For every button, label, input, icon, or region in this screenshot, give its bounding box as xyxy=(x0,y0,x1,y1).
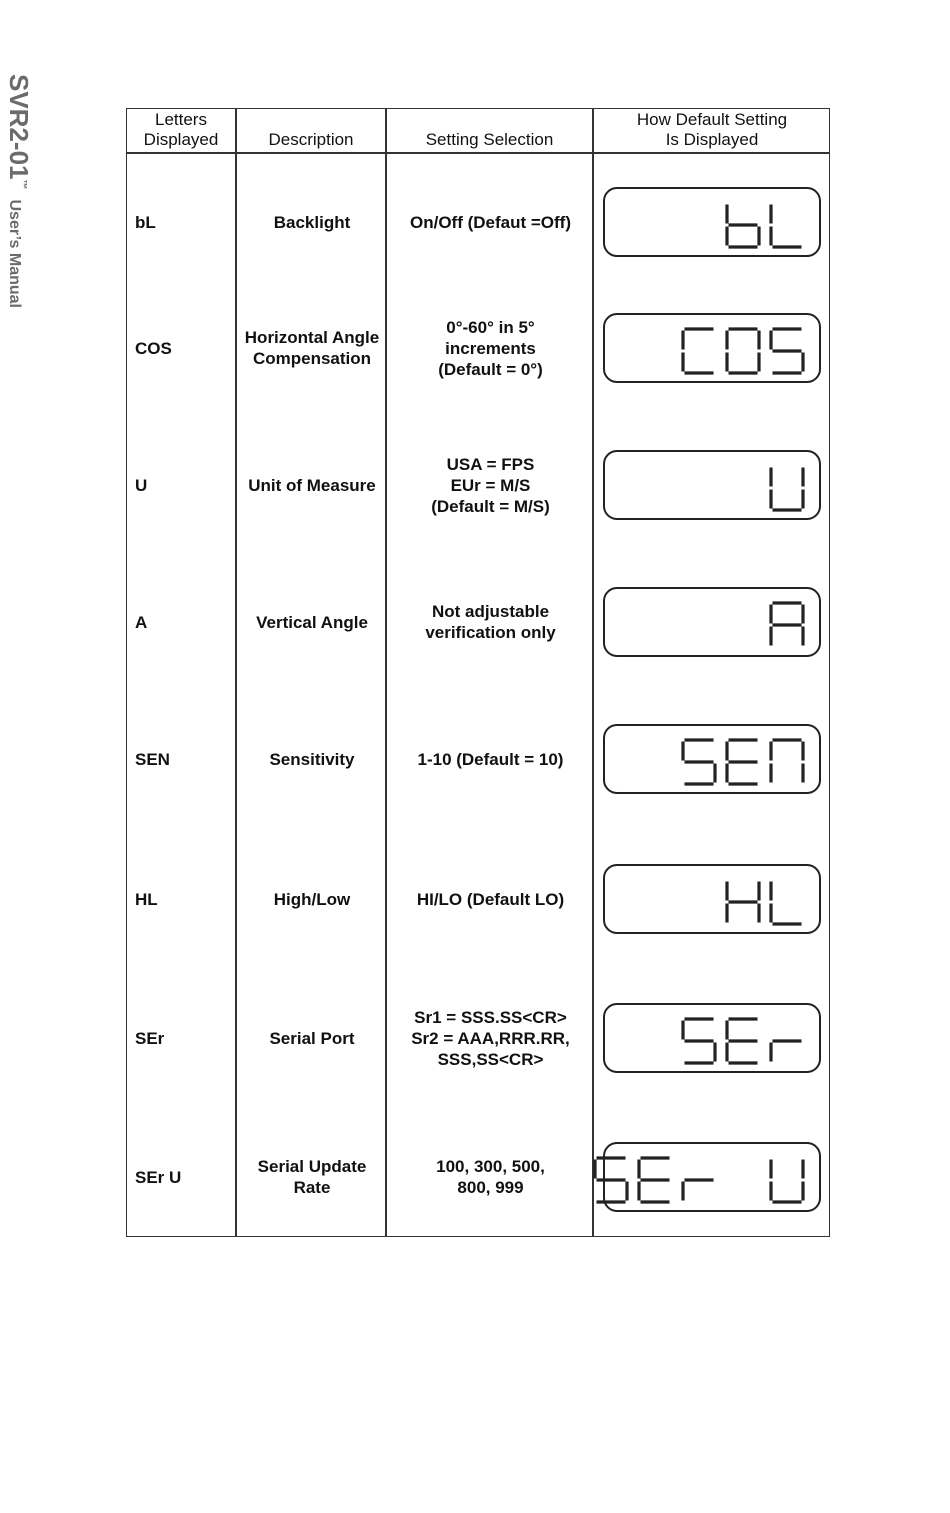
default-display-cell xyxy=(595,691,829,827)
table-row xyxy=(127,154,829,290)
lcd-digits xyxy=(725,201,805,249)
product-name: SVR2-01 xyxy=(4,74,34,180)
trademark-symbol: ™ xyxy=(17,179,28,190)
letters-displayed-cell xyxy=(135,691,235,827)
lcd-digits xyxy=(769,601,805,649)
letters-displayed-cell-text: bL xyxy=(135,212,156,232)
settings-table xyxy=(126,108,830,1237)
letters-displayed-cell-text: SEN xyxy=(135,749,170,769)
header-description: Description xyxy=(268,130,354,149)
letters-displayed-cell-text: COS xyxy=(135,338,172,358)
default-display-cell xyxy=(595,417,829,553)
default-display-cell xyxy=(595,554,829,690)
setting-selection-cell xyxy=(388,1109,593,1245)
lcd-digits xyxy=(769,464,805,512)
header-default-display: How Default Setting Is Displayed xyxy=(636,110,788,149)
lcd-display xyxy=(603,864,821,934)
setting-selection-cell-text: Not adjustable verification only xyxy=(425,602,556,642)
description-cell-text: Sensitivity xyxy=(269,749,355,769)
setting-selection-cell xyxy=(388,831,593,967)
table-body xyxy=(127,154,829,1236)
lcd-display xyxy=(603,724,821,794)
lcd-digits xyxy=(681,738,805,786)
lcd-display xyxy=(603,313,821,383)
setting-selection-cell-text: HI/LO (Default LO) xyxy=(416,889,565,909)
setting-selection-cell-text: 1-10 (Default = 10) xyxy=(417,749,564,769)
description-cell-text: Backlight xyxy=(273,212,351,232)
letters-displayed-cell-text: SEr U xyxy=(135,1167,182,1187)
header-letters-displayed: Letters Displayed xyxy=(143,110,219,149)
default-display-cell xyxy=(595,970,829,1106)
default-display-cell xyxy=(595,280,829,416)
setting-selection-cell-text: 0°-60° in 5° increments (Default = 0°) xyxy=(438,317,543,379)
side-title xyxy=(4,74,34,354)
setting-selection-cell-text: On/Off (Defaut =Off) xyxy=(409,212,571,232)
table-row xyxy=(127,970,829,1106)
description-cell-text: Horizontal Angle Compensation xyxy=(244,328,380,368)
setting-selection-cell xyxy=(388,154,593,290)
lcd-display xyxy=(603,1003,821,1073)
description-cell-text: Serial Port xyxy=(269,1028,355,1048)
letters-displayed-cell-text: U xyxy=(135,475,148,495)
letters-displayed-cell xyxy=(135,417,235,553)
default-display-cell xyxy=(595,831,829,967)
letters-displayed-cell xyxy=(135,970,235,1106)
lcd-display xyxy=(603,450,821,520)
description-cell-text: Serial Update Rate xyxy=(257,1157,367,1197)
description-cell xyxy=(239,417,385,553)
lcd-digits xyxy=(681,327,805,375)
description-cell xyxy=(239,1109,385,1245)
table-row xyxy=(127,554,829,690)
svg-text:SVR2-01™User’s Manual xyxy=(4,74,34,308)
letters-displayed-cell-text: A xyxy=(135,612,148,632)
description-cell xyxy=(239,154,385,290)
manual-label: User’s Manual xyxy=(6,199,23,308)
lcd-display xyxy=(603,587,821,657)
letters-displayed-cell xyxy=(135,154,235,290)
setting-selection-cell xyxy=(388,280,593,416)
description-cell-text: High/Low xyxy=(273,889,351,909)
letters-displayed-cell xyxy=(135,831,235,967)
letters-displayed-cell xyxy=(135,280,235,416)
letters-displayed-cell xyxy=(135,554,235,690)
default-display-cell xyxy=(595,1109,829,1245)
setting-selection-cell-text: 100, 300, 500, 800, 999 xyxy=(436,1157,545,1197)
default-display-cell xyxy=(595,154,829,290)
table-row xyxy=(127,691,829,827)
description-cell-text: Unit of Measure xyxy=(248,475,376,495)
table-row xyxy=(127,417,829,553)
setting-selection-cell-text: Sr1 = SSS.SS<CR> Sr2 = AAA,RRR.RR, SSS,SS<CR> xyxy=(411,1007,570,1069)
description-cell xyxy=(239,970,385,1106)
letters-displayed-cell-text: HL xyxy=(135,889,158,909)
table-row xyxy=(127,280,829,416)
lcd-display xyxy=(603,187,821,257)
lcd-display xyxy=(603,1142,821,1212)
description-cell-text: Vertical Angle xyxy=(256,612,368,632)
setting-selection-cell xyxy=(388,691,593,827)
description-cell xyxy=(239,554,385,690)
lcd-digits xyxy=(593,1156,805,1204)
description-cell xyxy=(239,831,385,967)
setting-selection-cell xyxy=(388,417,593,553)
setting-selection-cell xyxy=(388,554,593,690)
lcd-digits xyxy=(681,1017,805,1065)
letters-displayed-cell-text: SEr xyxy=(135,1028,165,1048)
lcd-digits xyxy=(725,878,805,926)
setting-selection-cell xyxy=(388,970,593,1106)
table-row xyxy=(127,831,829,967)
table-row xyxy=(127,1109,829,1245)
setting-selection-cell-text: USA = FPS EUr = M/S (Default = M/S) xyxy=(431,454,550,516)
description-cell xyxy=(239,691,385,827)
letters-displayed-cell xyxy=(135,1109,235,1245)
header-setting-selection: Setting Selection xyxy=(425,130,554,149)
description-cell xyxy=(239,280,385,416)
